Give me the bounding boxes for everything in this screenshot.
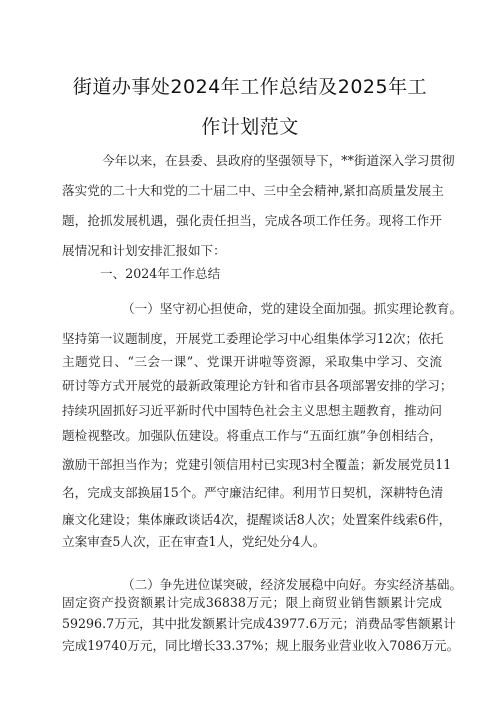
- part1-line: 主题党日、“三会一课”、党课开讲啦等资源，采取集中学习、交流: [62, 354, 442, 369]
- section-heading: 一、2024年工作总结: [100, 266, 221, 281]
- intro-line: 展情况和计划安排汇报如下：: [62, 243, 226, 258]
- part2-line: （二）争先进位谋突破，经济发展稳中向好。夯实经济基础。: [122, 577, 463, 592]
- intro-line: 落实党的二十大和党的二十届二中、三中全会精神,紧扣高质量发展主: [62, 183, 444, 198]
- part1-line: 廉文化建设；集体廉政谈话4次，提醒谈话8人次；处置案件线索6件，: [62, 512, 452, 527]
- document-title-line-2: 作计划范文: [201, 116, 299, 138]
- part1-line: 名，完成支部换届15个。严守廉洁纪律。利用节日契机，深耕特色清: [62, 485, 444, 500]
- part1-line: （一）坚守初心担使命，党的建设全面加强。抓实理论教育。: [122, 301, 463, 316]
- intro-line: 题，抢抓发展机遇，强化责任担当，完成各项工作任务。现将工作开: [62, 213, 442, 228]
- part1-line: 坚持第一议题制度，开展党工委理论学习中心组集体学习12次；依托: [62, 331, 444, 346]
- part1-line: 立案审查5人次，正在审查1人，党纪处分4人。: [62, 534, 326, 549]
- part1-line: 题检视整改。加强队伍建设。将重点工作与“五面红旗”争创相结合，: [62, 428, 442, 443]
- part1-line: 研讨等方式开展党的最新政策理论方针和省市县各项部署安排的学习；: [62, 378, 453, 393]
- part2-line: 完成19740万元，同比增长33.37%；规上服务业营业收入7086万元。: [62, 638, 460, 653]
- part2-line: 固定资产投资额累计完成36838万元；限上商贸业销售额累计完成: [62, 595, 442, 610]
- part2-line: 59296.7万元，其中批发额累计完成43977.6万元；消费品零售额累计: [62, 616, 456, 631]
- part1-line: 激励干部担当作为；党建引领信用村已实现3村全覆盖；新发展党员11: [62, 457, 452, 472]
- intro-line: 今年以来，在县委、县政府的坚强领导下，**街道深入学习贯彻: [102, 153, 455, 168]
- document-title-line-1: 街道办事处2024年工作总结及2025年工: [72, 76, 428, 98]
- part1-line: 持续巩固抓好习近平新时代中国特色社会主义思想主题教育，推动问: [62, 403, 442, 418]
